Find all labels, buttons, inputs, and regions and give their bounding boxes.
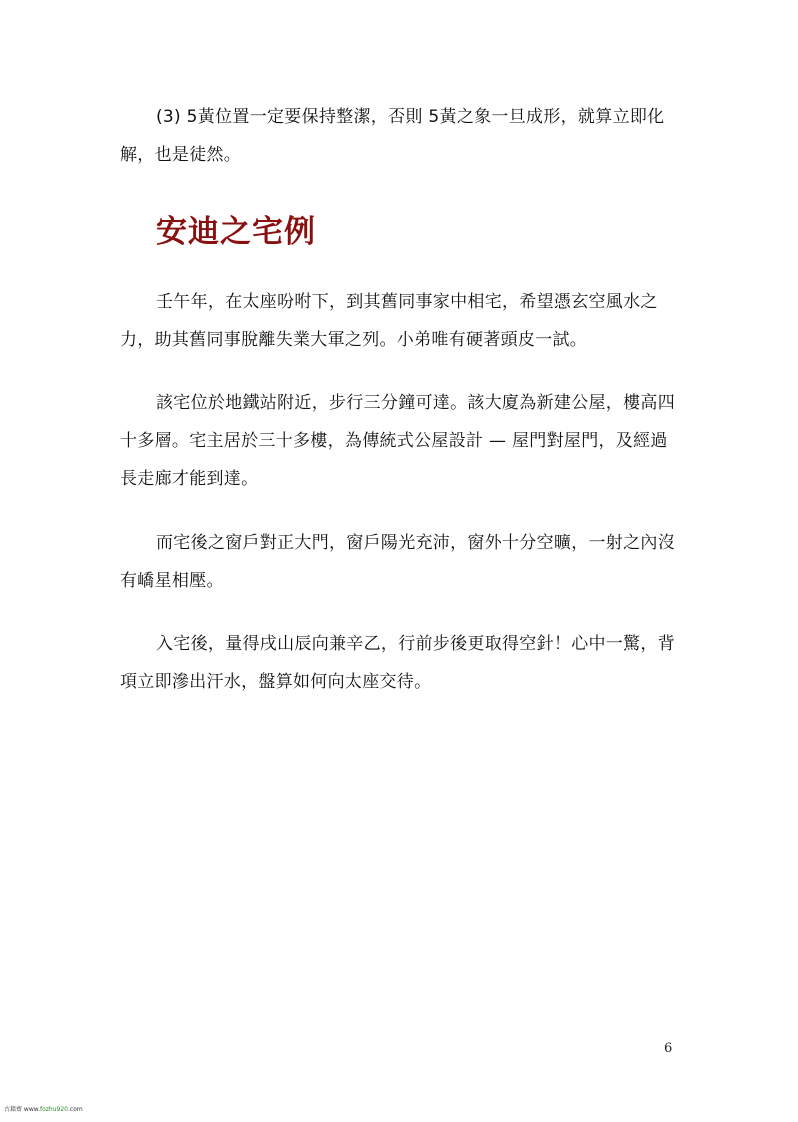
paragraph-window: 而宅後之窗戶對正大門，窗戶陽光充沛，窗外十分空曠，一射之內沒有嶠星相壓。 bbox=[120, 533, 675, 591]
section-heading: 安迪之宅例 bbox=[156, 214, 316, 250]
paragraph-location: 該宅位於地鐵站附近，步行三分鐘可達。該大廈為新建公屋，樓高四十多層。宅主居於三十多樓，為傳統式公屋設計 — 屋門對屋門，及經過長走廊才能到達。 bbox=[120, 393, 675, 489]
paragraph-compass: 入宅後，量得戌山辰向兼辛乙，行前步後更取得空針！心中一驚，背項立即滲出汗水，盤算如何向太座交待。 bbox=[120, 634, 675, 692]
watermark-site: fozhu920 bbox=[40, 1106, 68, 1113]
paragraph-item-5-yellow: (3) 5黃位置一定要保持整潔，否則 5黃之象一旦成形，就算立即化解，也是徒然。 bbox=[120, 107, 665, 165]
page-number: 6 bbox=[664, 1041, 673, 1056]
watermark-prefix: 古籍齋 www. bbox=[4, 1106, 40, 1113]
footer-watermark bbox=[4, 1104, 83, 1113]
watermark-suffix: .com bbox=[68, 1106, 83, 1113]
paragraph-intro: 壬午年，在太座吩咐下，到其舊同事家中相宅，希望憑玄空風水之力，助其舊同事脫離失業大軍之列。小弟唯有硬著頭皮一試。 bbox=[120, 292, 658, 350]
